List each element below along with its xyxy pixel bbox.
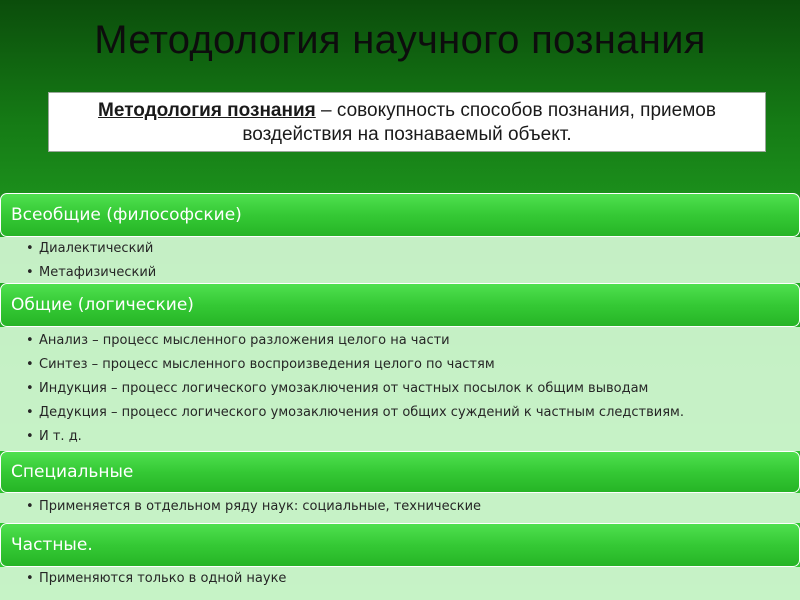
bullet-icon: • bbox=[26, 429, 34, 444]
definition-box bbox=[48, 92, 766, 152]
list-item-text: Синтез – процесс мысленного воспроизведения целого по частям bbox=[39, 357, 495, 372]
bullet-icon: • bbox=[26, 571, 34, 586]
list-item bbox=[26, 567, 800, 591]
list-item-text: Индукция – процесс логического умозаключения от частных посылок к общим выводам bbox=[39, 381, 649, 396]
list-item-text: Анализ – процесс мысленного разложения целого на части bbox=[39, 333, 450, 348]
definition-text: – совокупность способов познания, приемов воздействия на познаваемый объект. bbox=[242, 100, 716, 145]
list-item bbox=[26, 261, 800, 285]
bullet-icon: • bbox=[26, 241, 34, 256]
list-item bbox=[26, 377, 800, 401]
bullet-icon: • bbox=[26, 333, 34, 348]
section-list-particular bbox=[0, 567, 800, 600]
section-list-general bbox=[0, 327, 800, 451]
section-header-particular: Частные. bbox=[0, 523, 800, 567]
bullet-icon: • bbox=[26, 405, 34, 420]
list-item-text: Дедукция – процесс логического умозаключения от общих суждений к частным следствиям. bbox=[39, 405, 684, 420]
section-header-special: Специальные bbox=[0, 451, 800, 493]
list-item bbox=[26, 401, 800, 425]
definition-term: Методология познания bbox=[98, 100, 316, 121]
list-item bbox=[26, 353, 800, 377]
list-item bbox=[26, 237, 800, 261]
section-list-universal bbox=[0, 237, 800, 283]
list-item bbox=[26, 329, 800, 353]
section-list-special bbox=[0, 493, 800, 523]
bullet-icon: • bbox=[26, 357, 34, 372]
list-item-text: Применяется в отдельном ряду наук: социальные, технические bbox=[39, 499, 482, 514]
section-header-general: Общие (логические) bbox=[0, 283, 800, 327]
bullet-icon: • bbox=[26, 265, 34, 280]
list-item bbox=[26, 425, 800, 449]
bullet-icon: • bbox=[26, 381, 34, 396]
section-header-universal: Всеобщие (философские) bbox=[0, 193, 800, 237]
list-item-text: Применяются только в одной науке bbox=[39, 571, 287, 586]
slide-title: Методология научного познания bbox=[94, 18, 706, 62]
list-item bbox=[26, 495, 800, 519]
list-item-text: И т. д. bbox=[39, 429, 82, 444]
bullet-icon: • bbox=[26, 499, 34, 514]
list-item-text: Метафизический bbox=[39, 265, 157, 280]
list-item-text: Диалектический bbox=[39, 241, 154, 256]
